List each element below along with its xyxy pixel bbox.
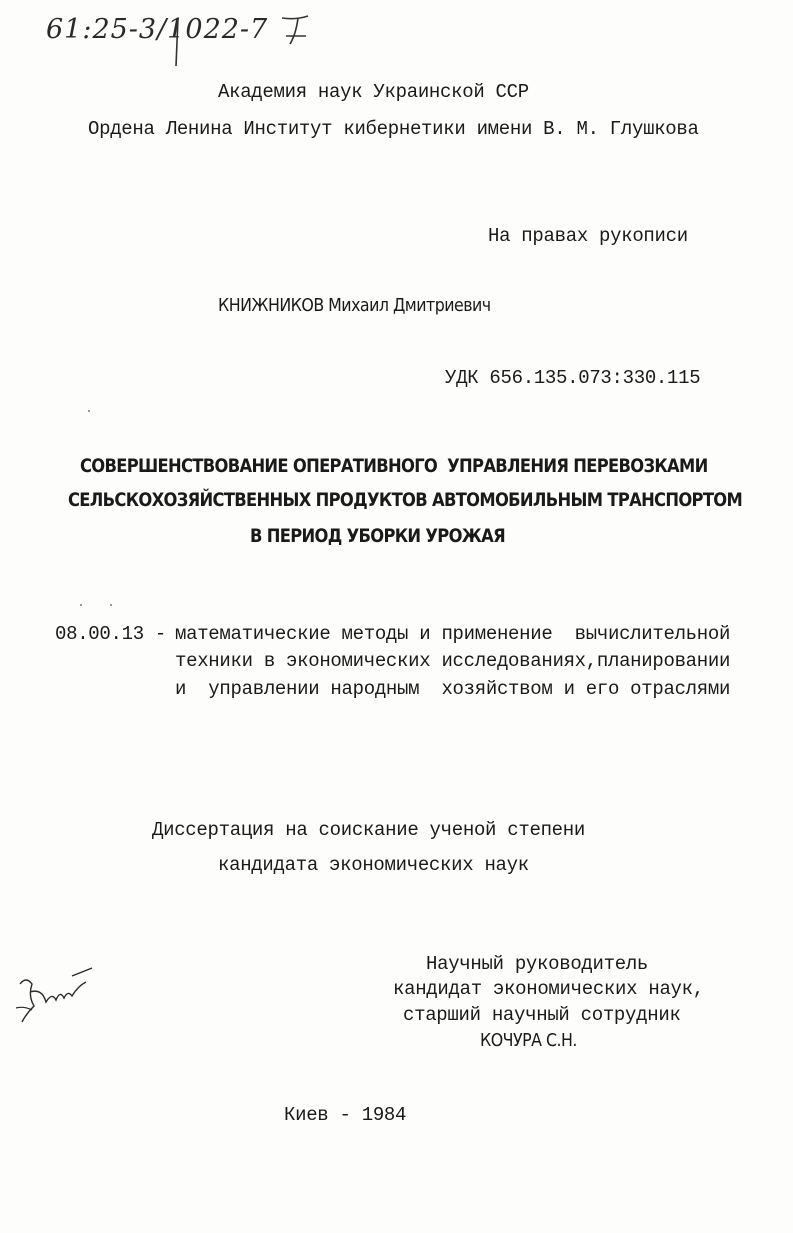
handwritten-signature <box>12 962 102 1032</box>
academy-name: Академия наук Украинской ССР <box>218 81 529 103</box>
udc-code: УДК 656.135.073:330.115 <box>445 367 701 389</box>
institute-name: Ордена Ленина Институт кибернетики имени В. М. Глушкова <box>88 118 699 140</box>
dissertation-statement-line-1: Диссертация на соискание ученой степени <box>152 819 585 841</box>
speck <box>110 604 112 606</box>
supervisor-degree: кандидат экономических наук, <box>393 978 704 1000</box>
supervisor-position: старший научный сотрудник <box>403 1004 681 1026</box>
archive-mark-strokes <box>170 14 320 74</box>
author-name: КНИЖНИКОВ Михаил Дмитриевич <box>218 295 491 316</box>
city-year: Киев - 1984 <box>284 1104 407 1126</box>
specialty-line-1: математические методы и применение вычислительной <box>175 623 731 645</box>
archive-mark: 61:25-3/1022-7 <box>46 14 269 45</box>
supervisor-name: КОЧУРА С.Н. <box>480 1030 577 1051</box>
specialty-line-3: и управлении народным хозяйством и его отраслями <box>175 678 731 700</box>
speck <box>88 410 90 412</box>
speck <box>80 604 82 606</box>
dissertation-title-line-3: В ПЕРИОД УБОРКИ УРОЖАЯ <box>250 525 505 547</box>
dissertation-title-line-1: СОВЕРШЕНСТВОВАНИЕ ОПЕРАТИВНОГО УПРАВЛЕНИЯ ПЕРЕВОЗКАМИ <box>80 455 708 477</box>
manuscript-rights: На правах рукописи <box>488 225 688 247</box>
specialty-line-2: техники в экономических исследованиях,планировании <box>175 650 731 672</box>
dissertation-title-line-2: СЕЛЬСКОХОЗЯЙСТВЕННЫХ ПРОДУКТОВ АВТОМОБИЛЬНЫМ ТРАНСПОРТОМ <box>68 489 743 511</box>
supervisor-role: Научный руководитель <box>426 953 649 975</box>
specialty-code: 08.00.13 - <box>55 623 167 645</box>
dissertation-statement-line-2: кандидата экономических наук <box>218 854 529 876</box>
